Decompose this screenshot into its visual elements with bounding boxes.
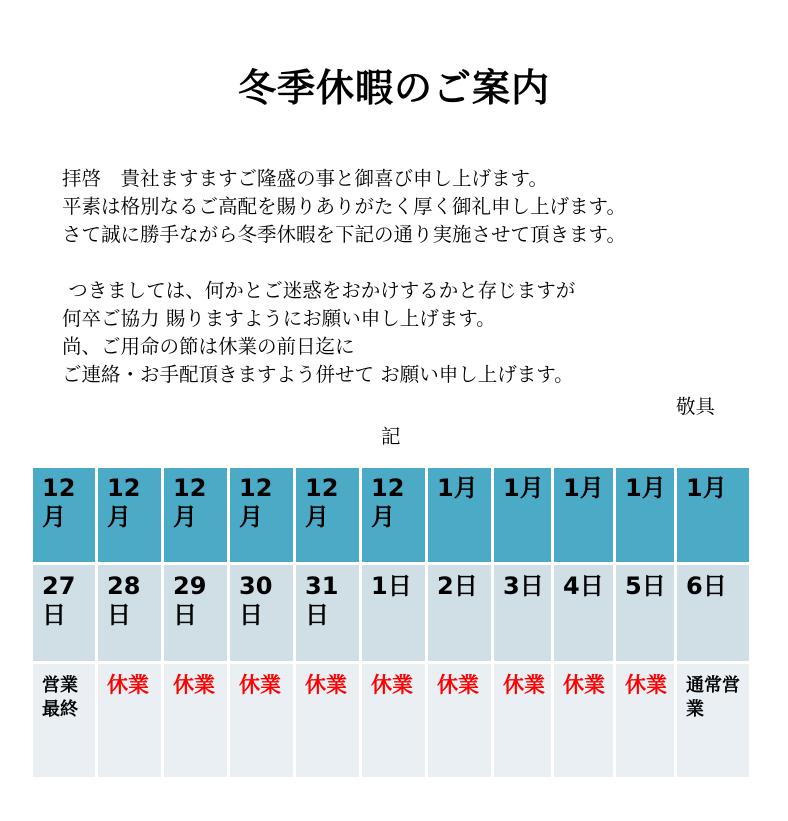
month-cell: 1月 [554, 468, 613, 562]
month-cell: 12月 [230, 468, 293, 562]
day-cell: 29日 [164, 565, 227, 661]
letter-line: つきましては、何かとご迷惑をおかけするかと存じますが [62, 279, 576, 302]
day-cell: 6日 [677, 565, 749, 661]
closing-keigu: 敬具 [676, 395, 716, 418]
letter-line: 尚、ご用命の節は休業の前日迄に [62, 335, 355, 358]
month-cell: 12月 [164, 468, 227, 562]
status-cell-normal-business: 通常営業 [677, 664, 749, 777]
day-row [33, 565, 749, 661]
month-cell: 12月 [362, 468, 425, 562]
status-cell-closed: 休業 [98, 664, 161, 777]
day-cell: 4日 [554, 565, 613, 661]
month-cell: 1月 [428, 468, 491, 562]
status-cell-closed: 休業 [362, 664, 425, 777]
status-cell-closed: 休業 [296, 664, 359, 777]
day-cell: 5日 [616, 565, 674, 661]
letter-line: 平素は格別なるご高配を賜りありがたく厚く御礼申し上げます。 [62, 195, 626, 218]
month-cell: 1月 [616, 468, 674, 562]
month-cell: 12月 [98, 468, 161, 562]
status-row [33, 664, 749, 777]
letter-line: 何卒ご協力 賜りますようにお願い申し上げます。 [62, 307, 496, 330]
month-cell: 12月 [296, 468, 359, 562]
ki-marker: 記 [381, 425, 401, 448]
status-cell-closed: 休業 [230, 664, 293, 777]
status-cell-closed: 休業 [164, 664, 227, 777]
day-cell: 28日 [98, 565, 161, 661]
day-cell: 27日 [33, 565, 95, 661]
letter-line: さて誠に勝手ながら冬季休暇を下記の通り実施させて頂きます。 [62, 223, 626, 246]
letter-line: ご連絡・お手配頂きますよう併せて お願い申し上げます。 [62, 363, 574, 386]
day-cell: 31日 [296, 565, 359, 661]
letter-line [62, 249, 762, 277]
letter-line: 拝啓 貴社ますますご隆盛の事と御喜び申し上げます。 [62, 167, 548, 190]
page-title: 冬季休暇のご案内 [237, 66, 550, 110]
day-cell: 30日 [230, 565, 293, 661]
holiday-schedule-table [30, 465, 752, 780]
status-cell-closed: 休業 [428, 664, 491, 777]
month-cell: 1月 [677, 468, 749, 562]
status-cell-closed: 休業 [494, 664, 551, 777]
month-row [33, 468, 749, 562]
day-cell: 2日 [428, 565, 491, 661]
day-cell: 3日 [494, 565, 551, 661]
status-cell-closed: 休業 [616, 664, 674, 777]
status-cell-closed: 休業 [554, 664, 613, 777]
month-cell: 1月 [494, 468, 551, 562]
month-cell: 12月 [33, 468, 95, 562]
letter-body [62, 165, 762, 389]
day-cell: 1日 [362, 565, 425, 661]
status-cell-last-business-day: 営業最終 [33, 664, 95, 777]
